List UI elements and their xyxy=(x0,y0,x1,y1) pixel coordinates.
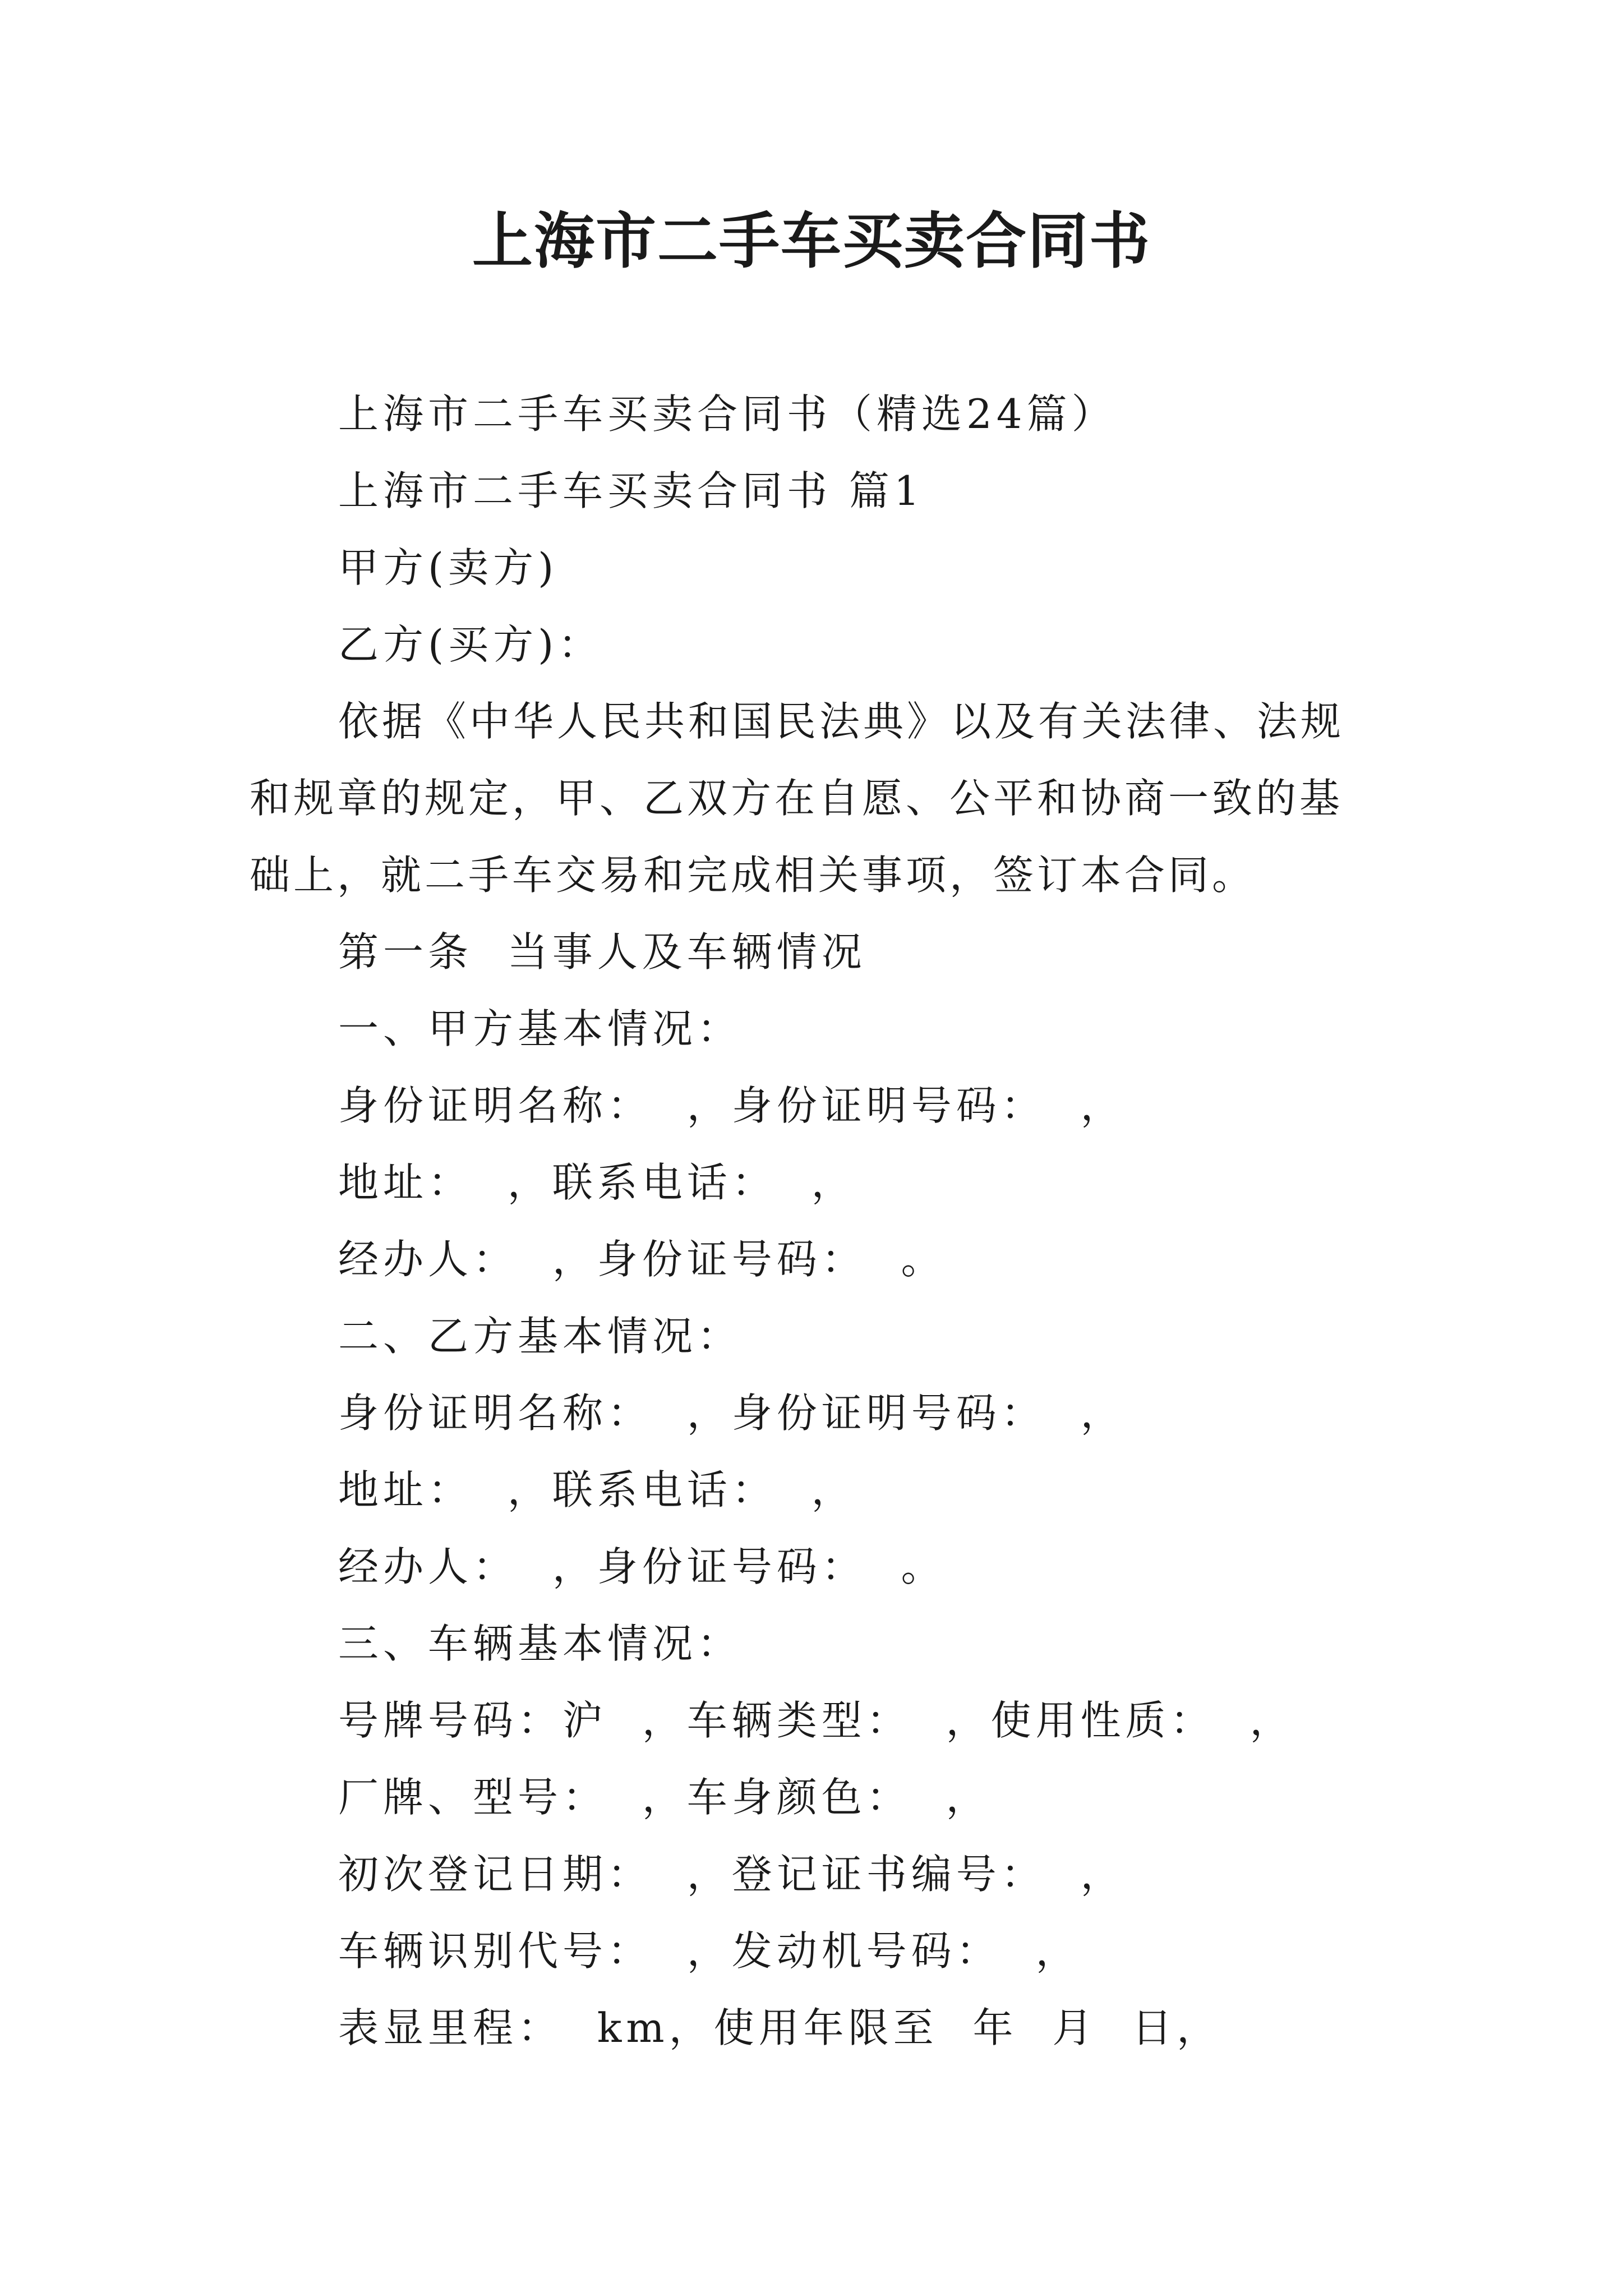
party-b-line: 乙方(买方)： xyxy=(338,621,603,668)
subtitle-paragraph: 上海市二手车买卖合同书（精选24篇） xyxy=(338,390,1117,438)
document-body xyxy=(250,376,1382,2067)
vehicle-brand-line: 厂牌、型号： ，车身颜色： ， xyxy=(338,1774,991,1821)
party-b-heading: 二、乙方基本情况： xyxy=(338,1313,743,1360)
party-b-agent-line: 经办人： ，身份证号码： 。 xyxy=(338,1543,946,1590)
vehicle-heading: 三、车辆基本情况： xyxy=(338,1620,743,1667)
party-b-address-line: 地址： ，联系电话： ， xyxy=(338,1466,856,1513)
vehicle-registration-line: 初次登记日期： ，登记证书编号： ， xyxy=(338,1851,1126,1898)
document-title: 上海市二手车买卖合同书 xyxy=(472,206,1151,277)
party-a-line: 甲方(卖方) xyxy=(338,544,559,591)
party-a-agent-line: 经办人： ，身份证号码： 。 xyxy=(338,1236,946,1283)
party-a-id-line: 身份证明名称： ，身份证明号码： ， xyxy=(338,1082,1126,1129)
vehicle-vin-line: 车辆识别代号： ，发动机号码： ， xyxy=(338,1927,1081,1975)
vehicle-mileage-line: 表显里程： km，使用年限至 年 月 日， xyxy=(338,2004,1221,2051)
party-a-heading: 一、甲方基本情况： xyxy=(338,1005,743,1052)
party-a-address-line: 地址： ，联系电话： ， xyxy=(338,1159,856,1206)
vehicle-plate-line: 号牌号码：沪 ，车辆类型： ，使用性质： ， xyxy=(338,1697,1295,1744)
article-heading: 第一条 当事人及车辆情况 xyxy=(338,928,866,976)
party-b-id-line: 身份证明名称： ，身份证明号码： ， xyxy=(338,1389,1126,1437)
preamble-paragraph: 依据《中华人民共和国民法典》以及有关法律、法规和规章的规定，甲、乙双方在自愿、公平和协商一致的基础上，就二手车交易和完成相关事项，签订本合同。 xyxy=(250,698,1345,899)
section-heading: 上海市二手车买卖合同书 篇1 xyxy=(338,467,924,514)
